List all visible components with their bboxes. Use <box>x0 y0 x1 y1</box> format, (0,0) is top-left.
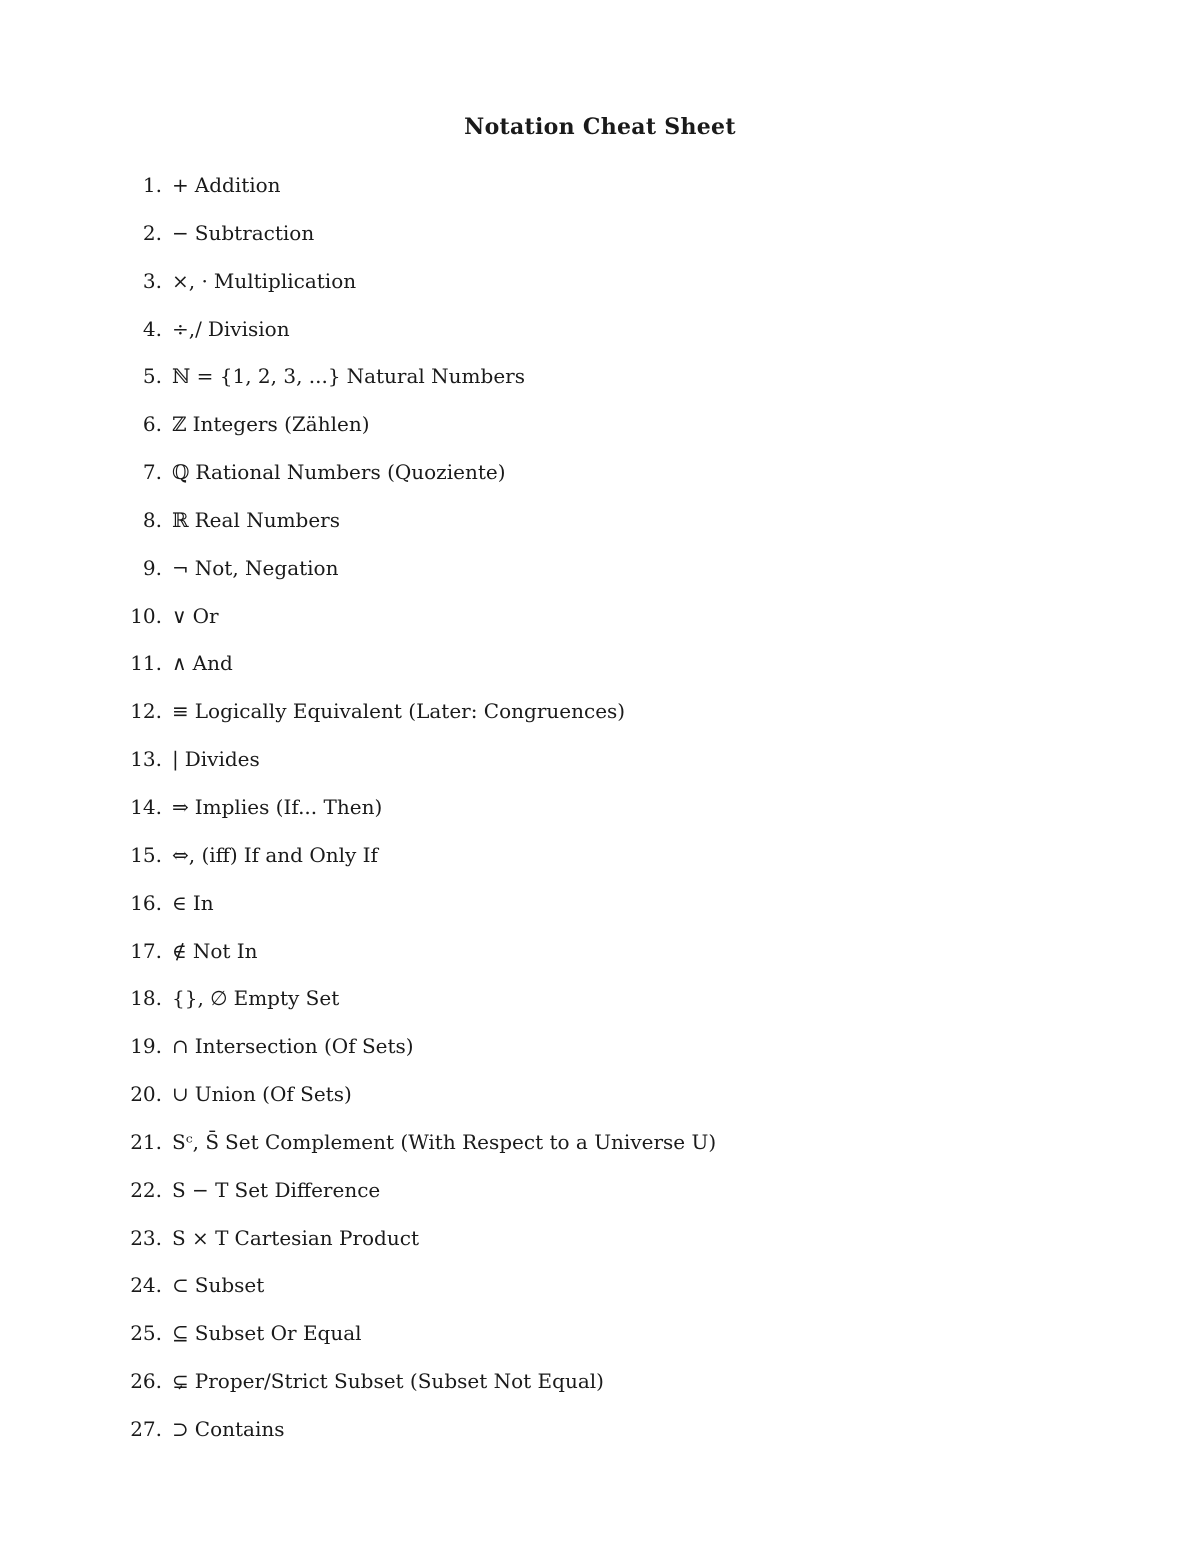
item-content <box>172 553 338 583</box>
symbol-description: Subset Or Equal <box>194 1321 362 1346</box>
list-item <box>0 601 1200 649</box>
math-symbol: ⊊ <box>172 1369 189 1394</box>
math-symbol: {}, ∅ <box>172 986 228 1011</box>
symbol-description: Cartesian Product <box>234 1225 419 1250</box>
math-symbol: S × T <box>172 1225 229 1250</box>
item-number: 17. <box>130 938 162 963</box>
item-content <box>172 1414 285 1444</box>
symbol-description: Real Numbers <box>194 507 341 532</box>
item-content <box>172 744 260 774</box>
item-number: 1. <box>142 173 162 197</box>
math-symbol: S − T <box>172 1177 229 1202</box>
list-item <box>0 361 1200 409</box>
item-number: 13. <box>130 747 162 772</box>
math-symbol: ¬ <box>172 555 189 580</box>
symbol-description: Integers (Zählen) <box>192 412 370 437</box>
math-symbol: ⊂ <box>172 1273 189 1298</box>
math-symbol: ∧ <box>172 651 187 676</box>
math-symbol: Sᶜ, S̄ <box>172 1129 220 1154</box>
item-number: 8. <box>142 507 162 532</box>
math-symbol: ℤ <box>172 412 187 437</box>
symbol-description: In <box>192 890 214 915</box>
notation-list <box>0 170 1200 1462</box>
item-number: 22. <box>130 1177 162 1202</box>
item-content <box>172 792 382 822</box>
list-item <box>0 1366 1200 1414</box>
item-number: 2. <box>142 220 162 245</box>
list-item <box>0 983 1200 1031</box>
symbol-description: Divides <box>184 747 260 772</box>
list-item <box>0 457 1200 505</box>
symbol-description: Division <box>207 316 290 341</box>
item-number: 24. <box>130 1273 162 1298</box>
item-number: 16. <box>130 890 162 915</box>
item-number: 25. <box>130 1321 162 1346</box>
item-content <box>172 1079 352 1109</box>
math-symbol: ⇒ <box>172 794 189 819</box>
item-content <box>172 457 506 487</box>
item-number: 10. <box>130 603 162 628</box>
symbol-description: Intersection (Of Sets) <box>194 1034 414 1059</box>
item-number: 26. <box>130 1369 162 1394</box>
math-symbol: − <box>172 220 189 245</box>
list-item <box>0 409 1200 457</box>
symbol-description: Not In <box>192 938 258 963</box>
symbol-description: Natural Numbers <box>346 364 525 389</box>
item-content <box>172 1223 419 1253</box>
item-content <box>172 1127 716 1157</box>
item-number: 21. <box>130 1129 162 1154</box>
item-content <box>172 983 339 1013</box>
symbol-description: Proper/Strict Subset (Subset Not Equal) <box>194 1369 604 1394</box>
list-item <box>0 792 1200 840</box>
symbol-description: Addition <box>194 173 281 197</box>
item-content <box>172 936 258 966</box>
symbol-description: Multiplication <box>213 268 357 293</box>
item-number: 9. <box>142 555 162 580</box>
math-symbol: ⊃ <box>172 1416 189 1441</box>
list-item <box>0 936 1200 984</box>
item-number: 20. <box>130 1082 162 1107</box>
list-item <box>0 1127 1200 1175</box>
list-item <box>0 314 1200 362</box>
item-content <box>172 1031 414 1061</box>
list-item <box>0 1414 1200 1462</box>
math-symbol: ≡ <box>172 699 189 724</box>
symbol-description: Not, Negation <box>194 555 339 580</box>
item-content <box>172 1318 362 1348</box>
list-item <box>0 696 1200 744</box>
item-number: 19. <box>130 1034 162 1059</box>
list-item <box>0 888 1200 936</box>
list-item <box>0 840 1200 888</box>
math-symbol: ∩ <box>172 1034 189 1059</box>
item-content <box>172 314 290 344</box>
list-item <box>0 218 1200 266</box>
symbol-description: If and Only If <box>243 842 378 867</box>
item-number: 27. <box>130 1416 162 1441</box>
item-content <box>172 696 625 726</box>
list-item <box>0 744 1200 792</box>
item-number: 11. <box>130 651 162 676</box>
item-number: 5. <box>142 364 162 389</box>
list-item <box>0 1270 1200 1318</box>
item-number: 23. <box>130 1225 162 1250</box>
math-symbol: ℚ <box>172 460 190 485</box>
item-content <box>172 505 340 535</box>
list-item <box>0 170 1200 218</box>
list-item <box>0 1223 1200 1271</box>
symbol-description: Subset <box>194 1273 265 1298</box>
item-content <box>172 648 233 678</box>
symbol-description: Subtraction <box>194 220 315 245</box>
item-number: 14. <box>130 794 162 819</box>
item-content <box>172 266 356 296</box>
symbol-description: Set Complement (With Respect to a Universe U) <box>225 1129 717 1154</box>
item-content <box>172 1270 264 1300</box>
list-item <box>0 553 1200 601</box>
item-content <box>172 1366 604 1396</box>
item-number: 18. <box>130 986 162 1011</box>
item-content <box>172 840 378 870</box>
math-symbol: ∉ <box>172 938 187 963</box>
math-symbol: ÷,/ <box>172 316 202 341</box>
symbol-description: And <box>192 651 233 676</box>
symbol-description: Union (Of Sets) <box>194 1082 352 1107</box>
page-title: Notation Cheat Sheet <box>464 114 736 140</box>
symbol-description: Rational Numbers (Quoziente) <box>195 460 506 485</box>
math-symbol: ∨ <box>172 603 187 628</box>
item-number: 12. <box>130 699 162 724</box>
math-symbol: ×, · <box>172 268 208 293</box>
item-number: 6. <box>142 412 162 437</box>
symbol-description: Logically Equivalent (Later: Congruences) <box>194 699 626 724</box>
symbol-description: Implies (If... Then) <box>194 794 383 819</box>
math-symbol: + <box>172 173 189 197</box>
math-symbol: ℕ = {1, 2, 3, ...} <box>172 364 341 389</box>
item-number: 4. <box>142 316 162 341</box>
list-item <box>0 648 1200 696</box>
item-content <box>172 361 525 391</box>
math-symbol: ⊆ <box>172 1321 189 1346</box>
item-content <box>172 218 314 248</box>
math-symbol: ⇔, (iff) <box>172 842 238 867</box>
item-content <box>172 888 214 918</box>
math-symbol: ∪ <box>172 1082 189 1107</box>
item-number: 3. <box>142 268 162 293</box>
item-content <box>172 1175 380 1205</box>
list-item <box>0 1079 1200 1127</box>
item-number: 15. <box>130 842 162 867</box>
list-item <box>0 266 1200 314</box>
symbol-description: Or <box>192 603 219 628</box>
item-number: 7. <box>142 460 162 485</box>
math-symbol: ∈ <box>172 890 187 915</box>
list-item <box>0 1031 1200 1079</box>
item-content <box>172 409 370 439</box>
item-content <box>172 170 281 200</box>
item-content <box>172 601 219 631</box>
list-item <box>0 1175 1200 1223</box>
symbol-description: Empty Set <box>233 986 340 1011</box>
math-symbol: | <box>172 747 179 772</box>
list-item <box>0 1318 1200 1366</box>
math-symbol: ℝ <box>172 507 189 532</box>
symbol-description: Contains <box>194 1416 285 1441</box>
list-item <box>0 505 1200 553</box>
symbol-description: Set Difference <box>234 1177 381 1202</box>
